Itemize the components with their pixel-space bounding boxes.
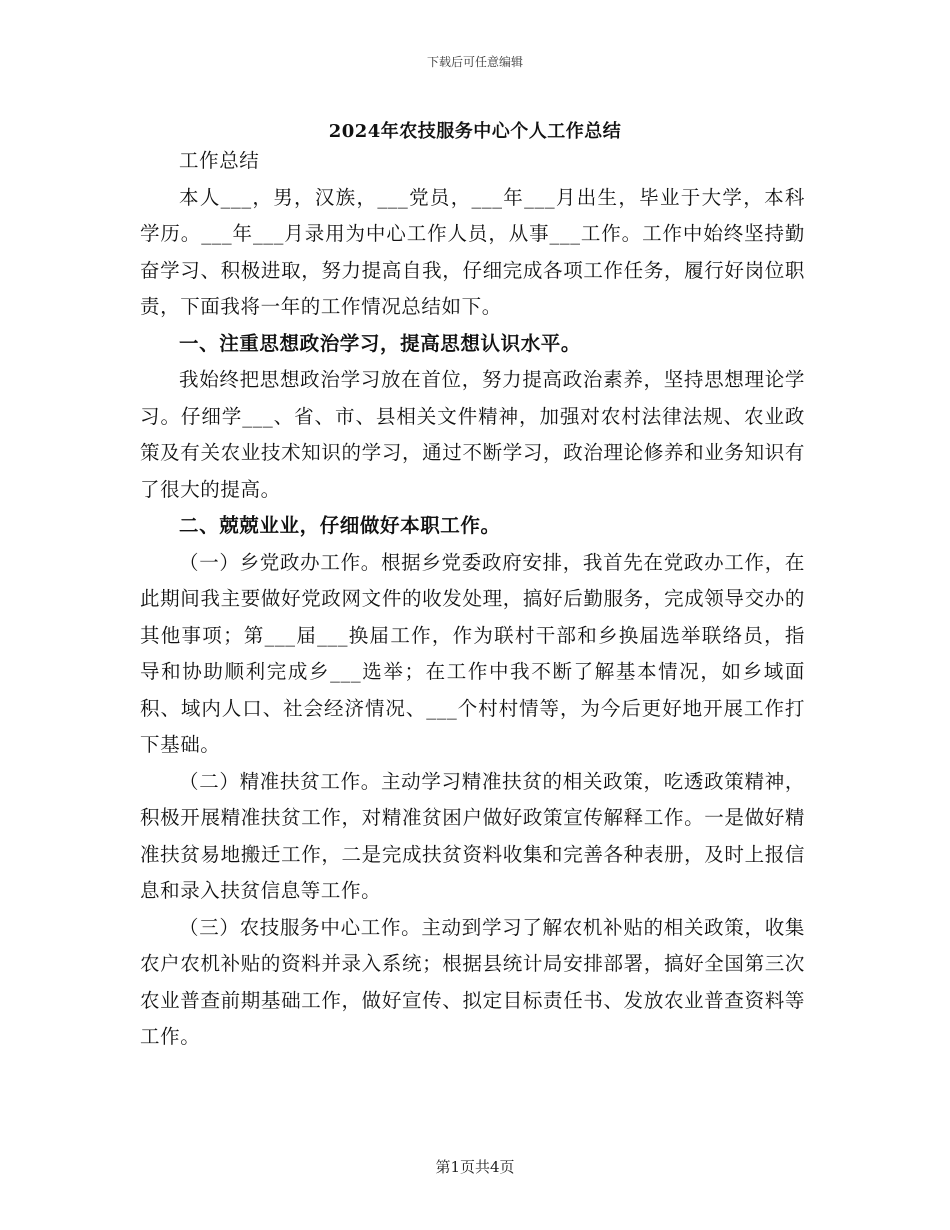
- document-body: [140, 143, 805, 1056]
- section-heading-2: 二、兢兢业业，仔细做好本职工作。: [179, 514, 501, 537]
- page-number: 第1页共4页: [435, 1158, 515, 1176]
- paragraph-sub-2: （二）精准扶贫工作。主动学习精准扶贫的相关政策，吃透政策精神，积极开展精准扶贫工作，对精准贫困户做好政策宣传解释工作。一是做好精准扶贫易地搬迁工作，二是完成扶贫资料收集和完善各种表册，及时上报信息和录入扶贫信息等工作。: [140, 769, 805, 902]
- paragraph-sub-1: （一）乡党政办工作。根据乡党委政府安排，我首先在党政办工作，在此期间我主要做好党政网文件的收发处理，搞好后勤服务，完成领导交办的其他事项；第___届___换届工作，作为联村干部和乡换届选举联络员，指导和协助顺利完成乡___选举；在工作中我不断了解基本情况，如乡域面积、域内人口、社会经济情况、___个村村情等，为今后更好地开展工作打下基础。: [140, 550, 805, 756]
- paragraph-section-1: 我始终把思想政治学习放在首位，努力提高政治素养，坚持思想理论学习。仔细学___、省、市、县相关文件精神，加强对农村法律法规、农业政策及有关农业技术知识的学习，通过不断学习，政治理论修养和业务知识有了很大的提高。: [140, 368, 805, 501]
- section-heading-1: 一、注重思想政治学习，提高思想认识水平。: [179, 331, 582, 355]
- document-title: 2024年农技服务中心个人工作总结: [328, 121, 622, 142]
- header-note: 下载后可任意编辑: [426, 55, 523, 69]
- paragraph-sub-3: （三）农技服务中心工作。主动到学习了解农机补贴的相关政策，收集农户农机补贴的资料并录入系统；根据县统计局安排部署，搞好全国第三次农业普查前期基础工作，做好宣传、拟定目标责任书、发放农业普查资料等工作。: [140, 915, 805, 1048]
- paragraph-intro: 本人___，男，汉族，___党员，___年___月出生，毕业于大学，本科学历。___年___月录用为中心工作人员，从事___工作。工作中始终坚持勤奋学习、积极进取，努力提高自我，仔细完成各项工作任务，履行好岗位职责，下面我将一年的工作情况总结如下。: [140, 185, 805, 318]
- paragraph-label: 工作总结: [179, 149, 260, 172]
